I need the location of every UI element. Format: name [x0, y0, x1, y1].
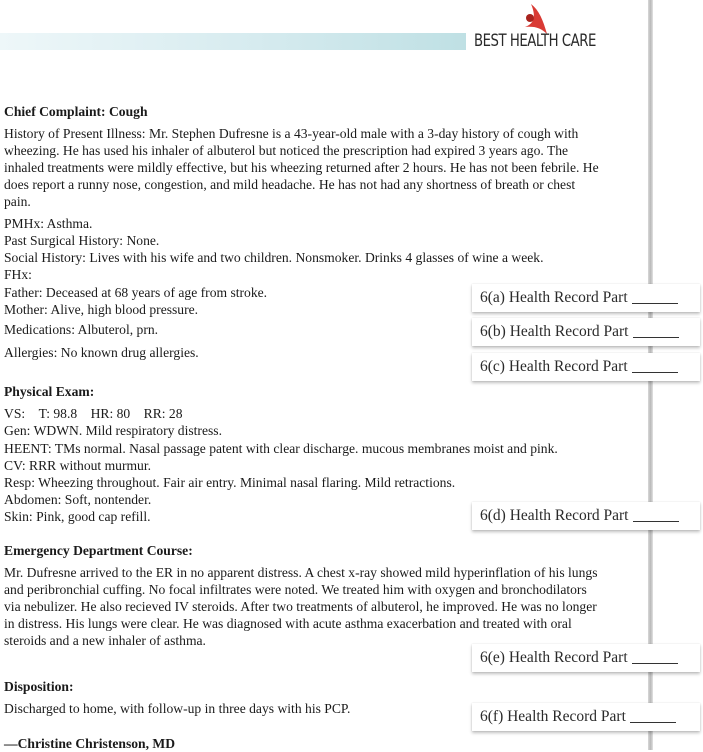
- temperature: T: 98.8: [38, 406, 78, 421]
- answer-blank-6d[interactable]: [633, 505, 679, 522]
- vital-signs: [4, 405, 183, 422]
- heent-exam: HEENT: TMs normal. Nasal passage patent with clear discharge. mucous membranes moist and pink.: [4, 441, 558, 456]
- resp-exam: Resp: Wheezing throughout. Fair air entry. Minimal nasal flaring. Mild retractions.: [4, 475, 456, 490]
- label-6b: [472, 318, 700, 346]
- medications: Medications: Albuterol, prn.: [4, 322, 159, 337]
- history-present-illness: History of Present Illness: Mr. Stephen Dufresne is a 43-year-old male with a 3-day history of cough with wheezing. He has used his inhaler of albuterol but noticed the prescription had expired 3 years ago. The inhaled treatments were mildly effective, but his wheezing returned after 2 hours. He has not been febrile. He does report a runny nose, congestion, and mild headache. He has not had any shortness of breath or chest pain.: [4, 126, 599, 209]
- answer-blank-6c[interactable]: [632, 356, 678, 373]
- vs-label: VS:: [4, 406, 26, 421]
- answer-blank-6f[interactable]: [630, 706, 676, 723]
- chief-complaint: Chief Complaint: Cough: [4, 104, 148, 119]
- mother-history: Mother: Alive, high blood pressure.: [4, 302, 199, 317]
- heart-rate: HR: 80: [90, 406, 131, 421]
- label-6f-text: 6(f) Health Record Part: [480, 708, 626, 725]
- answer-blank-6b[interactable]: [633, 321, 679, 338]
- label-6a: [472, 284, 700, 312]
- abdomen-exam: Abdomen: Soft, nontender.: [4, 492, 152, 507]
- label-6f: [472, 703, 700, 731]
- respiratory-rate: RR: 28: [143, 406, 183, 421]
- logo-text: BEST HEALTH CARE: [474, 31, 596, 51]
- disposition-text: Discharged to home, with follow-up in three days with his PCP.: [4, 701, 351, 716]
- physical-exam-heading: Physical Exam:: [4, 384, 95, 399]
- signature: —Christine Christenson, MD: [4, 736, 176, 751]
- father-history: Father: Deceased at 68 years of age from stroke.: [4, 285, 268, 300]
- general-exam: Gen: WDWN. Mild respiratory distress.: [4, 423, 222, 438]
- answer-blank-6a[interactable]: [632, 287, 678, 304]
- label-6d: [472, 502, 700, 530]
- ed-course-text: Mr. Dufresne arrived to the ER in no apparent distress. A chest x-ray showed mild hyperinflation of his lungs and peribronchial cuffing. No focal infiltrates were noted. We treated him with oxygen and bronchodilators via nebulizer. He also recieved IV steroids. After two treatments of albuterol, he improved. He was no longer in distress. His lungs were clear. He was diagnosed with acute asthma exacerbation and treated with oral steroids and a new inhaler of asthma.: [4, 565, 598, 648]
- skin-exam: Skin: Pink, good cap refill.: [4, 509, 151, 524]
- past-medical-history: PMHx: Asthma.: [4, 216, 93, 231]
- label-6c-text: 6(c) Health Record Part: [480, 358, 628, 375]
- logo: [472, 2, 596, 54]
- allergies: Allergies: No known drug allergies.: [4, 345, 199, 360]
- label-6e: [472, 644, 700, 672]
- label-6c: [472, 353, 700, 381]
- ed-course-heading: Emergency Department Course:: [4, 543, 193, 558]
- cv-exam: CV: RRR without murmur.: [4, 458, 152, 473]
- header-banner: [0, 33, 466, 50]
- social-history: Social History: Lives with his wife and two children. Nonsmoker. Drinks 4 glasses of wine a week.: [4, 250, 544, 265]
- answer-blank-6e[interactable]: [632, 647, 678, 664]
- label-6e-text: 6(e) Health Record Part: [480, 649, 628, 666]
- disposition-heading: Disposition:: [4, 679, 74, 694]
- label-6d-text: 6(d) Health Record Part: [480, 507, 629, 524]
- past-surgical-history: Past Surgical History: None.: [4, 233, 160, 248]
- label-6a-text: 6(a) Health Record Part: [480, 289, 628, 306]
- family-history-heading: FHx:: [4, 267, 32, 282]
- label-6b-text: 6(b) Health Record Part: [480, 323, 629, 340]
